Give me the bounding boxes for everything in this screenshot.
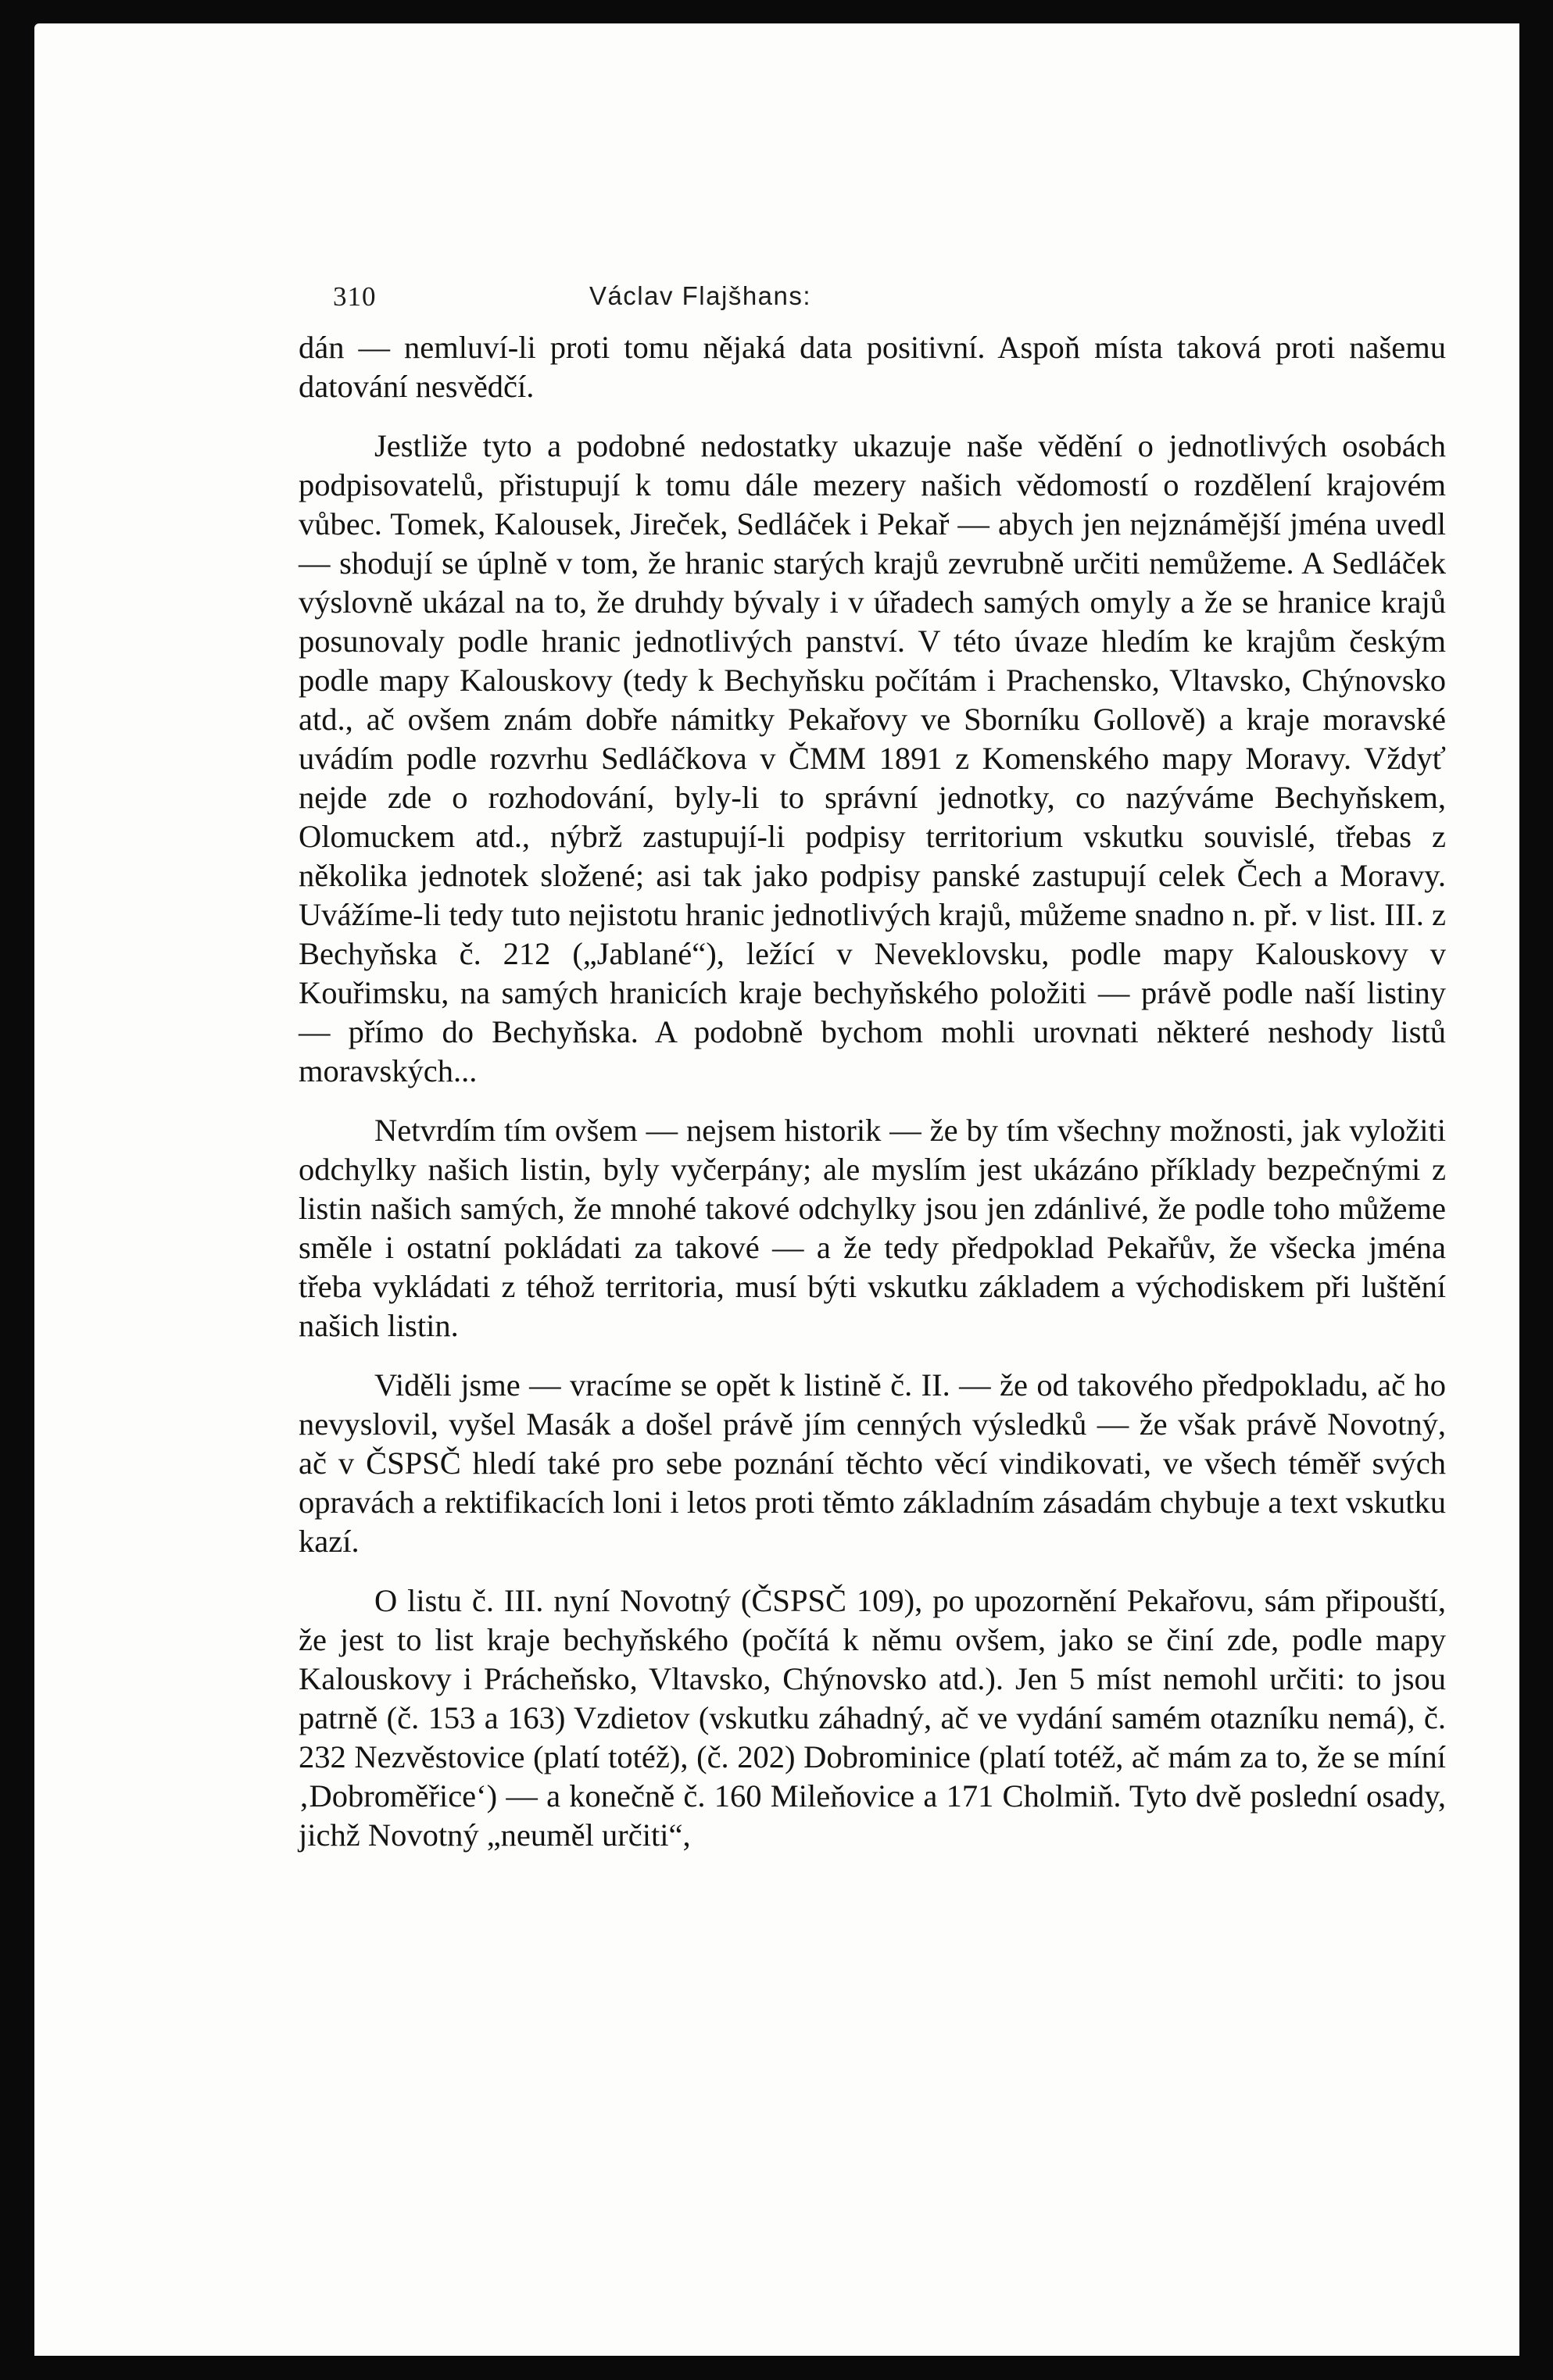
page-number: 310 [333, 281, 377, 312]
paragraph-5: O listu č. III. nyní Novotný (ČSPSČ 109), po upozornění Pekařovu, sám připouští, že jest to list kraje bechyňského (počítá k němu ovšem, jako se činí zde, podle mapy Kalouskovy i Prácheňsko, Vltavsko, Chýnovsko atd.). Jen 5 míst nemohl určiti: to jsou patrně (č. 153 a 163) Vzdietov (vskutku záhadný, ač ve vydání samém otazníku nemá), č. 232 Nezvěstovice (platí totéž), (č. 202) Dobrominice (platí totéž, ač mám za to, že se míní ‚Dobroměřice‘) — a konečně č. 160 Mileňovice a 171 Cholmiň. Tyto dvě poslední osady, jichž Novotný „neuměl určiti“, [299, 1583, 1446, 1853]
page-header [333, 281, 1068, 320]
body-text [299, 328, 1446, 1875]
paragraph-3: Netvrdím tím ovšem — nejsem historik — že by tím všechny možnosti, jak vyložiti odchylky našich listin, byly vyčerpány; ale myslím jest ukázáno příklady bezpečnými z listin našich samých, že mnohé takové odchylky jsou jen zdánlivé, že podle toho můžeme směle i ostatní pokládati za takové — a že tedy předpoklad Pekařův, že všecka jména třeba vykládati z téhož territoria, musí býti vskutku základem a východiskem při luštění našich listin. [299, 1113, 1446, 1343]
paragraph-4: Viděli jsme — vracíme se opět k listině č. II. — že od takového předpokladu, ač ho nevyslovil, vyšel Masák a došel právě jím cenných výsledků — že však právě Novotný, ač v ČSPSČ hledí také pro sebe poznání těchto věcí vindikovati, ve všech téměř svých opravách a rektifikacích loni i letos proti těmto základním zásadám chybuje a text vskutku kazí. [299, 1367, 1446, 1559]
paragraph-2: Jestliže tyto a podobné nedostatky ukazuje naše vědění o jednotlivých osobách podpisovatelů, přistupují k tomu dále mezery našich vědomostí o rozdělení krajovém vůbec. Tomek, Kalousek, Jireček, Sedláček i Pekař — abych jen nejznámější jména uvedl — shodují se úplně v tom, že hranic starých krajů zevrubně určiti nemůžeme. A Sedláček výslovně ukázal na to, že druhdy bývaly i v úřadech samých omyly a že se hranice krajů posunovaly podle hranic jednotlivých panství. V této úvaze hledím ke krajům českým podle mapy Kalouskovy (tedy k Bechyňsku počítám i Prachensko, Vltavsko, Chýnovsko atd., ač ovšem znám dobře námitky Pekařovy ve Sborníku Gollově) a kraje moravské uvádím podle rozvrhu Sedláčkova v ČMM 1891 z Komenského mapy Moravy. Vždyť nejde zde o rozhodování, byly-li to správní jednotky, co nazýváme Bechyňskem, Olomuckem atd., nýbrž zastupují-li podpisy territorium vskutku souvislé, třebas z několika jednotek složené; asi tak jako podpisy panské zastupují celek Čech a Moravy. Uvážíme-li tedy tuto nejistotu hranic jednotlivých krajů, můžeme snadno n. př. v list. III. z Bechyňska č. 212 („Jablané“), ležící v Neveklovsku, podle mapy Kalouskovy v Kouřimsku, na samých hranicích kraje bechyňského položiti — právě podle naší listiny — přímo do Bechyňska. A podobně bychom mohli urovnati některé neshody listů moravských... [299, 428, 1446, 1088]
running-title: Václav Flajšhans: [589, 281, 812, 310]
paragraph-1: dán — nemluví-li proti tomu nějaká data positivní. Aspoň místa taková proti našemu datování nesvědčí. [299, 330, 1446, 404]
